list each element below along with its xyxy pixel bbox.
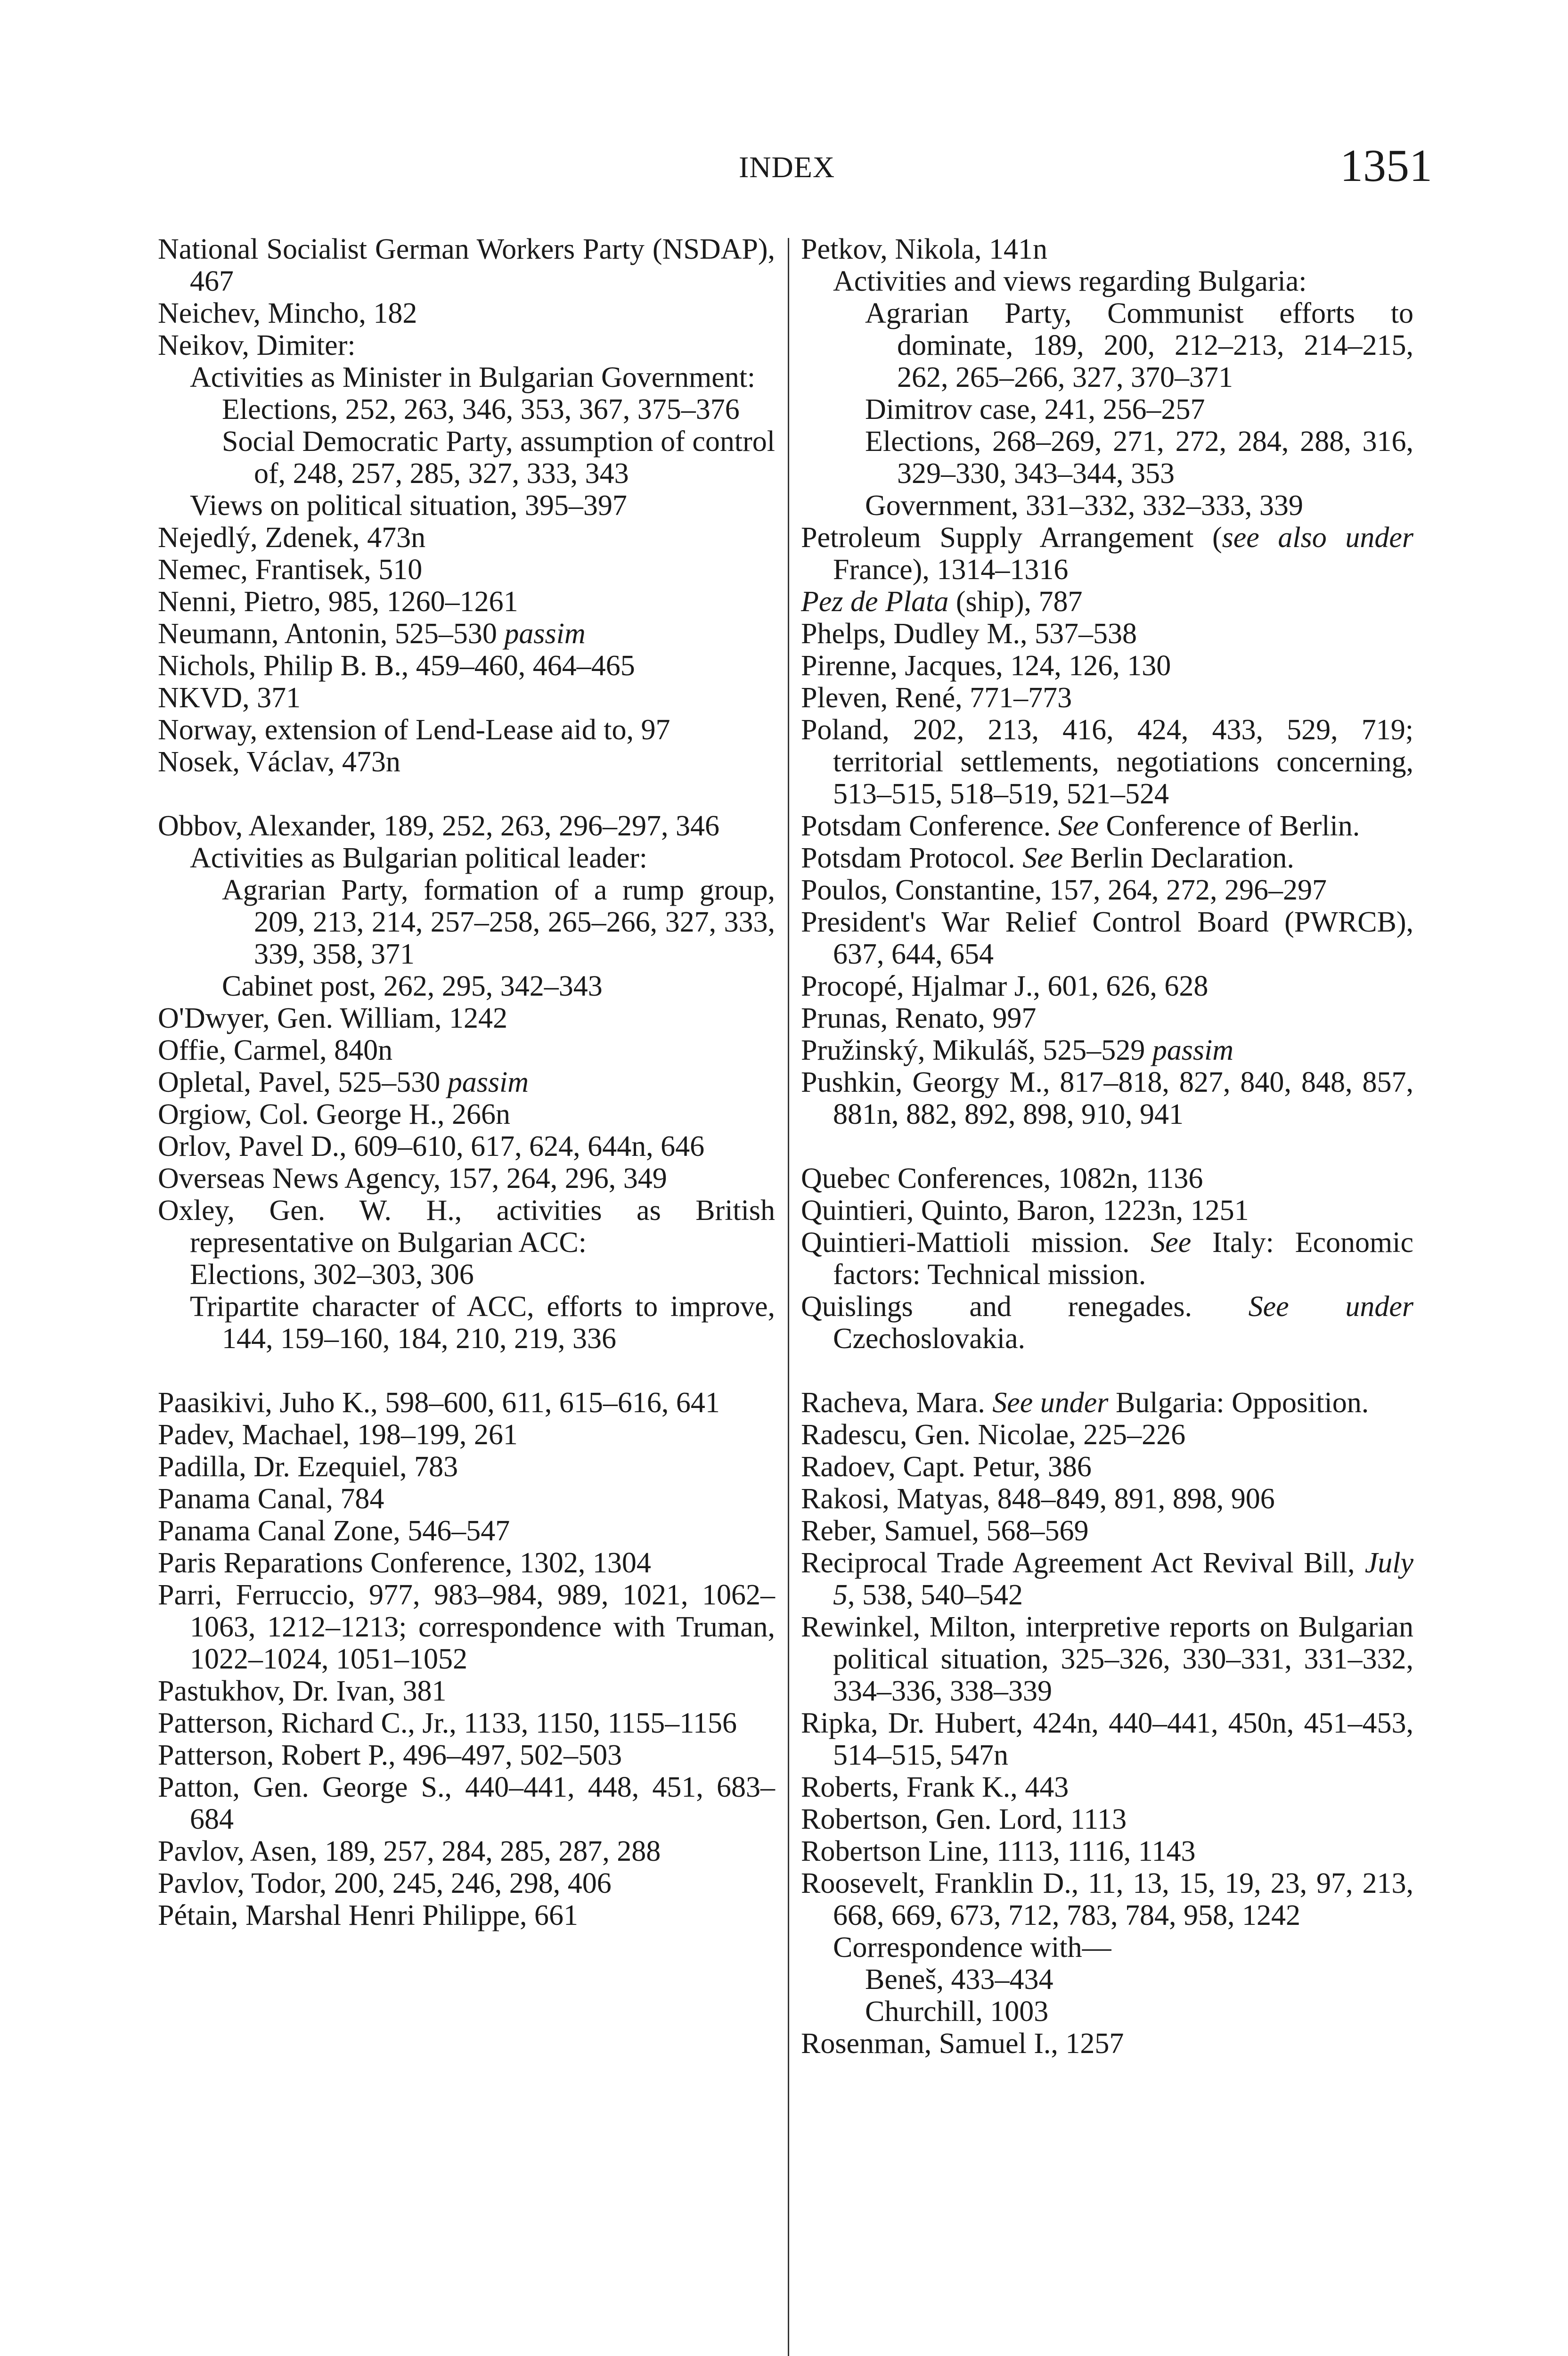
entry-text: Radescu, Gen. Nicolae, 225–226: [801, 1419, 1186, 1451]
index-entry: [158, 1098, 775, 1130]
entry-text: Orlov, Pavel D., 609–610, 617, 624, 644n, 646: [158, 1130, 705, 1162]
index-entry: [158, 1162, 775, 1194]
entry-text: Tripartite character of ACC, efforts to improve, 144, 159–160, 184, 210, 219, 336: [190, 1291, 775, 1355]
section-gap: [801, 1355, 1413, 1387]
index-entry: [158, 682, 775, 714]
index-entry: [801, 1227, 1413, 1291]
entry-text: Roosevelt, Franklin D., 11, 13, 15, 19, 23, 97, 213, 668, 669, 673, 712, 783, 784, 958, 1242: [801, 1867, 1413, 1931]
index-entry: [801, 714, 1413, 810]
index-entry: [158, 1387, 775, 1419]
entry-text: Offie, Carmel, 840n: [158, 1034, 393, 1066]
entry-text: Obbov, Alexander, 189, 252, 263, 296–297, 346: [158, 810, 720, 842]
entry-text: Paris Reparations Conference, 1302, 1304: [158, 1547, 651, 1579]
index-subentry: [801, 1931, 1413, 1963]
index-subentry: [158, 970, 775, 1002]
index-entry: [801, 1771, 1413, 1803]
entry-text: Pavlov, Asen, 189, 257, 284, 285, 287, 288: [158, 1835, 661, 1867]
section-gap: [801, 1130, 1413, 1162]
index-entry: [158, 1483, 775, 1515]
entry-text: NKVD, 371: [158, 682, 301, 714]
entry-text: Paasikivi, Juho K., 598–600, 611, 615–616, 641: [158, 1387, 720, 1419]
entry-text: Opletal, Pavel, 525–530: [158, 1066, 448, 1098]
index-entry: [158, 1002, 775, 1034]
index-entry: [158, 1066, 775, 1098]
index-entry: [158, 1034, 775, 1066]
entry-text: Elections, 252, 263, 346, 353, 367, 375–376: [222, 393, 740, 425]
entry-text: Pleven, René, 771–773: [801, 682, 1072, 714]
entry-text: Robertson, Gen. Lord, 1113: [801, 1803, 1127, 1835]
index-entry: [801, 1194, 1413, 1227]
index-entry: [801, 842, 1413, 874]
entry-text: Pružinský, Mikuláš, 525–529: [801, 1034, 1152, 1066]
italic-segment: Pez de Plata: [801, 586, 949, 618]
text-segment: France), 1314–1316: [833, 554, 1069, 586]
entry-text: O'Dwyer, Gen. William, 1242: [158, 1002, 508, 1034]
index-entry: [158, 1419, 775, 1451]
text-segment: Czechoslovakia.: [833, 1323, 1026, 1355]
index-entry: [801, 1419, 1413, 1451]
entry-text: Churchill, 1003: [865, 1996, 1049, 2028]
index-column-left: [158, 233, 775, 1931]
italic-segment: see also under: [1222, 522, 1413, 554]
italic-segment: See under: [992, 1387, 1109, 1419]
italic-segment: See: [1022, 842, 1063, 874]
index-entry: [801, 1034, 1413, 1066]
index-entry: [801, 618, 1413, 650]
entry-text: Pavlov, Todor, 200, 245, 246, 298, 406: [158, 1867, 612, 1899]
entry-text: Roberts, Frank K., 443: [801, 1771, 1069, 1803]
index-subentry: [801, 425, 1413, 490]
entry-text: Nichols, Philip B. B., 459–460, 464–465: [158, 650, 635, 682]
entry-text: Neumann, Antonin, 525–530: [158, 618, 505, 650]
entry-text: Rosenman, Samuel I., 1257: [801, 2028, 1124, 2060]
index-entry: [801, 1291, 1413, 1355]
index-entry: [158, 1547, 775, 1579]
entry-text: Cabinet post, 262, 295, 342–343: [222, 970, 603, 1002]
italic-segment: See: [1151, 1227, 1192, 1259]
entry-text: Elections, 302–303, 306: [190, 1259, 474, 1291]
text-segment: , 538, 540–542: [848, 1579, 1023, 1611]
entry-text: Panama Canal Zone, 546–547: [158, 1515, 510, 1547]
index-entry: [801, 1835, 1413, 1867]
index-entry: [801, 522, 1413, 586]
index-subentry: [158, 425, 775, 490]
entry-text: Overseas News Agency, 157, 264, 296, 349: [158, 1162, 667, 1194]
entry-text: Orgiow, Col. George H., 266n: [158, 1098, 510, 1130]
entry-text: Activities as Minister in Bulgarian Government:: [190, 361, 756, 393]
index-entry: [801, 810, 1413, 842]
text-segment: Racheva, Mara.: [801, 1387, 993, 1419]
index-column-right: [801, 233, 1413, 2060]
text-segment: (ship), 787: [948, 586, 1083, 618]
index-entry: [801, 1515, 1413, 1547]
entry-text: Dimitrov case, 241, 256–257: [865, 393, 1205, 425]
index-entry: [158, 1835, 775, 1867]
index-entry: [158, 522, 775, 554]
index-subentry: [801, 490, 1413, 522]
italic-segment: passim: [504, 618, 586, 650]
index-subentry: [158, 490, 775, 522]
entry-text: Agrarian Party, formation of a rump group, 209, 213, 214, 257–258, 265–266, 327, 333, 339, 358, 371: [222, 874, 775, 970]
entry-text: Petkov, Nikola, 141n: [801, 233, 1047, 265]
index-subentry: [158, 842, 775, 874]
entry-text: Ripka, Dr. Hubert, 424n, 440–441, 450n, 451–453, 514–515, 547n: [801, 1707, 1413, 1771]
entry-text: Norway, extension of Lend-Lease aid to, 97: [158, 714, 670, 746]
index-entry: [158, 554, 775, 586]
index-entry: [801, 1002, 1413, 1034]
entry-text: Patterson, Robert P., 496–497, 502–503: [158, 1739, 622, 1771]
entry-text: Radoev, Capt. Petur, 386: [801, 1451, 1092, 1483]
entry-text: Elections, 268–269, 271, 272, 284, 288, 316, 329–330, 343–344, 353: [865, 425, 1413, 490]
section-gap: [158, 778, 775, 810]
index-entry: [801, 1483, 1413, 1515]
entry-text: Beneš, 433–434: [865, 1963, 1054, 1996]
text-segment: Quintieri-Mattioli mission.: [801, 1227, 1151, 1259]
text-segment: Italy: Economic factors: Technical mission.: [833, 1227, 1413, 1291]
index-entry: [158, 714, 775, 746]
entry-text: Nemec, Frantisek, 510: [158, 554, 423, 586]
entry-text: Patton, Gen. George S., 440–441, 448, 451, 683–684: [158, 1771, 775, 1835]
index-entry: [158, 1194, 775, 1259]
index-entry: [158, 810, 775, 842]
index-entry: [158, 233, 775, 297]
index-entry: [801, 2028, 1413, 2060]
entry-text: Correspondence with—: [833, 1931, 1111, 1963]
index-subentry: [801, 1996, 1413, 2028]
index-entry: [801, 233, 1413, 265]
entry-text: Pétain, Marshal Henri Philippe, 661: [158, 1899, 578, 1931]
entry-text: Nosek, Václav, 473n: [158, 746, 400, 778]
page-number: 1351: [1340, 140, 1432, 191]
entry-text: Reber, Samuel, 568–569: [801, 1515, 1089, 1547]
entry-text: Rewinkel, Milton, interpretive reports on Bulgarian political situation, 325–326, 330–331, 331–332, 334–336, 338–339: [801, 1611, 1413, 1707]
entry-text: Social Democratic Party, assumption of control of, 248, 257, 285, 327, 333, 343: [222, 425, 775, 490]
text-segment: Quislings and renegades.: [801, 1291, 1249, 1323]
index-entry: [158, 1867, 775, 1899]
index-subentry: [158, 1259, 775, 1291]
entry-text: Robertson Line, 1113, 1116, 1143: [801, 1835, 1196, 1867]
index-entry: [801, 970, 1413, 1002]
index-subentry: [158, 1291, 775, 1355]
entry-text: Panama Canal, 784: [158, 1483, 384, 1515]
index-entry: [158, 650, 775, 682]
index-subentry: [158, 874, 775, 970]
index-subentry: [158, 361, 775, 393]
index-subentry: [801, 393, 1413, 425]
index-entry: [801, 650, 1413, 682]
text-segment: Reciprocal Trade Agreement Act Revival Bill,: [801, 1547, 1365, 1579]
index-entry: [158, 329, 775, 361]
entry-text: Procopé, Hjalmar J., 601, 626, 628: [801, 970, 1209, 1002]
index-entry: [801, 1867, 1413, 1931]
italic-segment: See under: [1248, 1291, 1413, 1323]
entry-text: Parri, Ferruccio, 977, 983–984, 989, 1021, 1062–1063, 1212–1213; correspondence with Truman, 1022–1024, 1051–1052: [158, 1579, 775, 1675]
text-segment: Potsdam Conference.: [801, 810, 1058, 842]
entry-text: Pirenne, Jacques, 124, 126, 130: [801, 650, 1171, 682]
index-entry: [158, 618, 775, 650]
entry-text: Oxley, Gen. W. H., activities as British representative on Bulgarian ACC:: [158, 1194, 775, 1259]
index-subentry: [158, 393, 775, 425]
index-entry: [158, 1451, 775, 1483]
running-head: INDEX: [738, 150, 835, 184]
index-entry: [801, 1803, 1413, 1835]
index-entry: [158, 746, 775, 778]
entry-text: Agrarian Party, Communist efforts to dominate, 189, 200, 212–213, 214–215, 262, 265–266, 327, 370–371: [865, 297, 1413, 393]
index-entry: [801, 1707, 1413, 1771]
entry-text: Neikov, Dimiter:: [158, 329, 356, 361]
section-gap: [158, 1355, 775, 1387]
index-entry: [158, 1675, 775, 1707]
index-entry: [801, 1547, 1413, 1611]
text-segment: Berlin Declaration.: [1063, 842, 1294, 874]
entry-text: Patterson, Richard C., Jr., 1133, 1150, 1155–1156: [158, 1707, 737, 1739]
entry-text: Nenni, Pietro, 985, 1260–1261: [158, 586, 518, 618]
italic-segment: passim: [447, 1066, 529, 1098]
index-entry: [158, 1130, 775, 1162]
index-entry: [801, 1611, 1413, 1707]
entry-text: Activities as Bulgarian political leader:: [190, 842, 648, 874]
text-segment: Conference of Berlin.: [1098, 810, 1360, 842]
entry-text: Pastukhov, Dr. Ivan, 381: [158, 1675, 447, 1707]
entry-text: Padev, Machael, 198–199, 261: [158, 1419, 518, 1451]
entry-text: Poland, 202, 213, 416, 424, 433, 529, 719; territorial settlements, negotiations concerning, 513–515, 518–519, 521–524: [801, 714, 1413, 810]
entry-text: Views on political situation, 395–397: [190, 490, 627, 522]
index-subentry: [801, 265, 1413, 297]
entry-text: Prunas, Renato, 997: [801, 1002, 1037, 1034]
index-entry: [801, 1066, 1413, 1130]
index-entry: [158, 1739, 775, 1771]
entry-text: Quintieri, Quinto, Baron, 1223n, 1251: [801, 1194, 1249, 1227]
entry-text: Poulos, Constantine, 157, 264, 272, 296–297: [801, 874, 1327, 906]
index-entry: [801, 1387, 1413, 1419]
index-entry: [801, 682, 1413, 714]
entry-text: Pushkin, Georgy M., 817–818, 827, 840, 848, 857, 881n, 882, 892, 898, 910, 941: [801, 1066, 1413, 1130]
entry-text: President's War Relief Control Board (PWRCB), 637, 644, 654: [801, 906, 1413, 970]
italic-segment: See: [1058, 810, 1099, 842]
index-entry: [158, 586, 775, 618]
entry-text: Padilla, Dr. Ezequiel, 783: [158, 1451, 458, 1483]
index-subentry: [801, 297, 1413, 393]
index-entry: [158, 1515, 775, 1547]
index-entry: [158, 297, 775, 329]
entry-text: Nejedlý, Zdenek, 473n: [158, 522, 426, 554]
index-entry: [801, 874, 1413, 906]
text-segment: Bulgaria: Opposition.: [1108, 1387, 1369, 1419]
index-subentry: [801, 1963, 1413, 1996]
italic-segment: passim: [1152, 1034, 1233, 1066]
text-segment: Potsdam Protocol.: [801, 842, 1023, 874]
index-entry: [158, 1899, 775, 1931]
index-entry: [158, 1579, 775, 1675]
index-entry: [801, 1451, 1413, 1483]
index-entry: [801, 586, 1413, 618]
index-entry: [158, 1707, 775, 1739]
index-entry: [158, 1771, 775, 1835]
entry-text: National Socialist German Workers Party (NSDAP), 467: [158, 233, 775, 297]
index-entry: [801, 906, 1413, 970]
index-entry: [801, 1162, 1413, 1194]
entry-text: Neichev, Mincho, 182: [158, 297, 417, 329]
entry-text: Phelps, Dudley M., 537–538: [801, 618, 1137, 650]
column-divider: [788, 238, 789, 2356]
text-segment: Petroleum Supply Arrangement (: [801, 522, 1222, 554]
entry-text: Rakosi, Matyas, 848–849, 891, 898, 906: [801, 1483, 1275, 1515]
entry-text: Government, 331–332, 332–333, 339: [865, 490, 1303, 522]
entry-text: Activities and views regarding Bulgaria:: [833, 265, 1307, 297]
entry-text: Quebec Conferences, 1082n, 1136: [801, 1162, 1203, 1194]
italic-segment: July 5: [833, 1547, 1413, 1611]
